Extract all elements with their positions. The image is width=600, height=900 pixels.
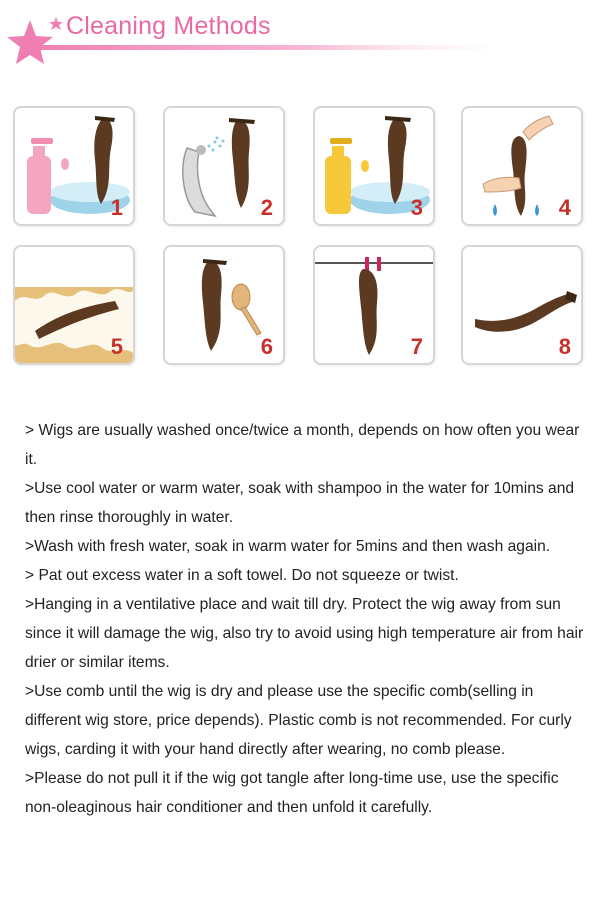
step-tile-7 — [313, 245, 435, 365]
instruction-paragraph: > Pat out excess water in a soft towel. Do not squeeze or twist. — [25, 567, 459, 584]
step-tile-3 — [313, 106, 435, 226]
page-title: Cleaning Methods — [66, 12, 271, 40]
step-tile-5 — [13, 245, 135, 365]
step-number: 2 — [260, 195, 273, 220]
step-number: 8 — [558, 334, 571, 359]
instruction-paragraph: >Wash with fresh water, soak in warm water for 5mins and then wash again. — [25, 538, 551, 555]
step-tile-8 — [461, 245, 583, 365]
step-number: 7 — [410, 334, 423, 359]
steps-grid — [0, 0, 600, 380]
step-number: 5 — [110, 334, 123, 359]
step-number: 4 — [558, 195, 571, 220]
step-tile-2 — [163, 106, 285, 226]
instruction-paragraph: >Hanging in a ventilative place and wait till dry. Protect the wig away from sun since it will damage the wig, also try to avoid using high temperature air from hair drier or similar items. — [25, 596, 584, 671]
instruction-paragraph: >Please do not pull it if the wig got tangle after long-time use, use the specific non-oleaginous hair conditioner and then unfold it carefully. — [25, 770, 559, 816]
instructions-block — [25, 416, 590, 822]
step-number: 6 — [260, 334, 273, 359]
step-tile-4 — [461, 106, 583, 226]
instruction-paragraph: >Use comb until the wig is dry and please use the specific comb(selling in different wig store, price depends). Plastic comb is not recommended. For curly wigs, carding it with your hand directly after wearing, no comb please. — [25, 683, 572, 758]
step-tile-6 — [163, 245, 285, 365]
step-number: 3 — [410, 195, 423, 220]
step-tile-1 — [13, 106, 135, 226]
step-number: 1 — [110, 195, 123, 220]
instruction-paragraph: >Use cool water or warm water, soak with shampoo in the water for 10mins and then rinse thoroughly in water. — [25, 480, 575, 526]
instruction-paragraph: > Wigs are usually washed once/twice a month, depends on how often you wear it. — [25, 422, 580, 468]
